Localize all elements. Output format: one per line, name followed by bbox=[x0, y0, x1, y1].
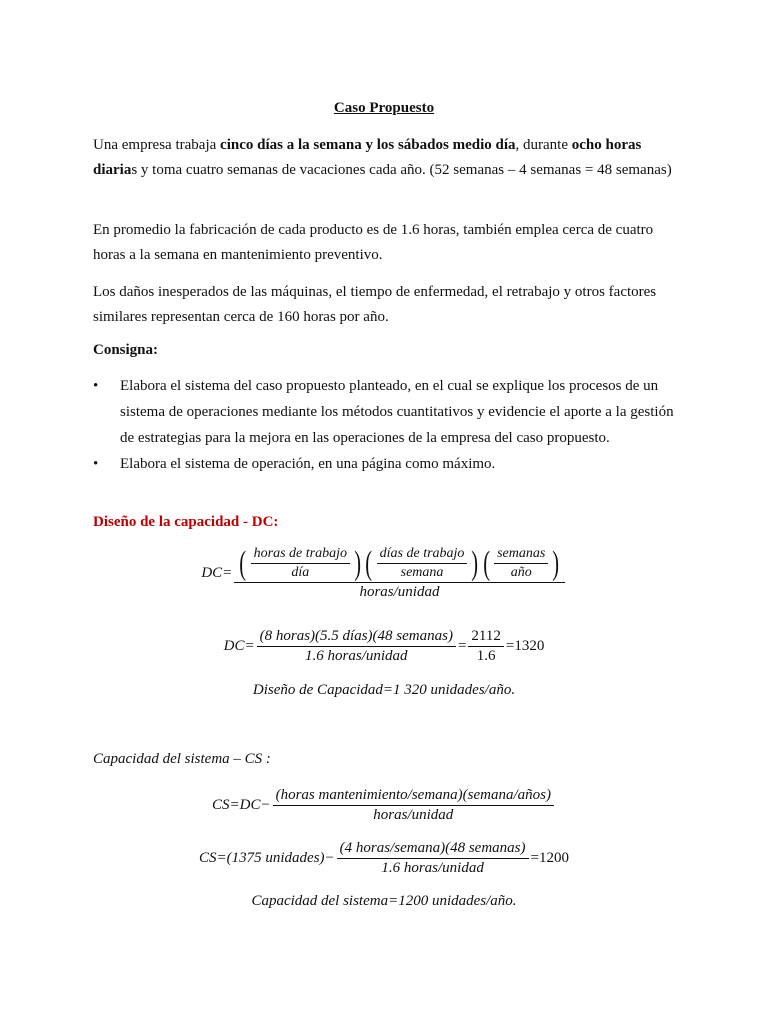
paragraph-unexpected-losses: Los daños inesperados de las máquinas, el tiempo de enfermedad, el retrabajo y otros factores similares representan cerca de 160 horas por año. bbox=[93, 284, 657, 325]
equation-dc-calculation bbox=[0, 628, 768, 665]
eq1-f1-num: horas de trabajo bbox=[251, 546, 350, 564]
eq2-fraction bbox=[257, 628, 456, 665]
eq5-numerator: (4 horas/semana)(48 semanas) bbox=[337, 840, 529, 859]
eq2-lhs: DC= bbox=[223, 638, 255, 654]
equation-dc-formula bbox=[0, 546, 768, 601]
eq5-denominator: 1.6 horas/unidad bbox=[381, 860, 484, 876]
eq5-fraction bbox=[337, 840, 529, 877]
eq2-value-fraction bbox=[468, 628, 503, 665]
list-item bbox=[93, 451, 683, 477]
eq1-f2-num: días de trabajo bbox=[377, 546, 468, 564]
bullet-icon: • bbox=[93, 456, 99, 472]
list-item-text: Elabora el sistema de operación, en una página como máximo. bbox=[120, 456, 496, 472]
eq1-f1-den: día bbox=[291, 565, 310, 580]
p1-text-c: , durante bbox=[515, 137, 572, 153]
consigna-list bbox=[93, 373, 683, 477]
eq1-f3-den: año bbox=[510, 565, 532, 580]
p1-bold-hours: ocho horas diaria bbox=[93, 137, 642, 178]
eq2-result: =1320 bbox=[505, 638, 545, 654]
eq2-value-den: 1.6 bbox=[476, 648, 496, 664]
equation-cs-result: Capacidad del sistema=1200 unidades/año. bbox=[251, 893, 517, 909]
eq1-fraction: ( $\frac{\text{horas de trabajo}}{\text{día}}$ ) ( $\frac{\text{días de trabajo}}{\text{semana}}$ ) ( $\frac{\text{semanas}}{\text{año}}$ ) horas/unidad bbox=[234, 546, 564, 601]
eq2-denominator: 1.6 horas/unidad bbox=[305, 648, 408, 664]
eq2-equals: = bbox=[457, 638, 467, 654]
list-item bbox=[93, 373, 683, 451]
eq1-lhs: DC= bbox=[201, 565, 233, 581]
eq5-lhs: CS=(1375 unidades)− bbox=[199, 850, 335, 866]
eq1-denominator: horas/unidad bbox=[359, 584, 440, 600]
eq4-fraction bbox=[273, 787, 554, 824]
eq4-lhs: CS=DC− bbox=[212, 797, 271, 813]
p1-bold-days: cinco días a la semana y los sábados medio día bbox=[220, 137, 516, 153]
consigna-heading: Consigna: bbox=[93, 342, 159, 358]
eq5-result: =1200 bbox=[530, 850, 569, 866]
document-title: Caso Propuesto bbox=[333, 100, 435, 116]
bullet-icon: • bbox=[93, 378, 99, 394]
p1-text-a: Una empresa trabaja bbox=[93, 137, 221, 153]
eq1-f2-den: semana bbox=[400, 565, 444, 580]
eq1-f3-num: semanas bbox=[494, 546, 548, 564]
paragraph-case-description bbox=[93, 133, 673, 183]
eq4-numerator: (horas mantenimiento/semana)(semana/años) bbox=[273, 787, 554, 806]
paragraph-production-time: En promedio la fabricación de cada producto es de 1.6 horas, también emplea cerca de cuatro horas a la semana en mantenimiento preventivo. bbox=[93, 222, 654, 263]
eq2-numerator: (8 horas)(5.5 días)(48 semanas) bbox=[257, 628, 456, 647]
equation-cs-calculation bbox=[0, 840, 768, 877]
cs-label: Capacidad del sistema – CS : bbox=[93, 751, 271, 767]
list-item-text: Elabora el sistema del caso propuesto planteado, en el cual se explique los procesos de un sistema de operaciones mediante los métodos cuantitativos y evidencie el aporte a la gestión de estrategias para la mejora en las operaciones de la empresa del caso propuesto. bbox=[120, 378, 674, 446]
equation-dc-result: Diseño de Capacidad=1 320 unidades/año. bbox=[252, 682, 516, 698]
equation-cs-formula bbox=[0, 787, 768, 824]
eq4-denominator: horas/unidad bbox=[373, 807, 454, 823]
section-title-design-capacity: Diseño de la capacidad - DC: bbox=[93, 514, 279, 530]
p1-text-e: s y toma cuatro semanas de vacaciones cada año. (52 semanas – 4 semanas = 48 semanas) bbox=[131, 162, 672, 178]
eq2-value-num: 2112 bbox=[468, 628, 503, 647]
